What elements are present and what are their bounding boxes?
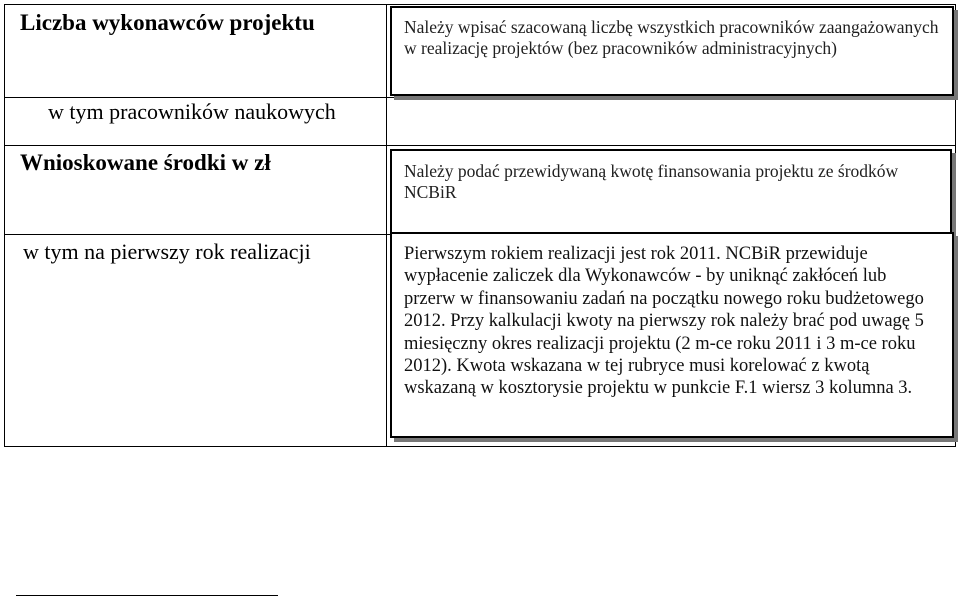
table-top-border — [4, 4, 956, 5]
row-divider-1 — [4, 97, 956, 98]
first-year-note: Pierwszym rokiem realizacji jest rok 2011. NCBiR przewiduje wypłacenie zaliczek dla Wykonawców - by uniknąć zakłóceń lub przerw w finansowaniu zadań na początku nowego roku budżetowego 2012. Przy kalkulacji kwoty na pierwszy rok należy brać pod uwagę 5 miesięczny okres realizacji projektu (2 m-ce roku 2011 i 3 m-ce roku 2012). Kwota wskazana w tej rubryce musi korelować z kwotą wskazaną w kosztorysie projektu w punkcie F.1 wiersz 3 kolumna 3. — [390, 232, 954, 438]
row-label-requested-funds: Wnioskowane środki w zł — [20, 150, 271, 175]
table-bottom-border — [4, 446, 956, 447]
row-divider-2 — [4, 145, 956, 146]
row-label-contractors-count: Liczba wykonawców projektu — [20, 10, 315, 35]
footnote-separator — [16, 595, 278, 596]
row-label-research-staff: w tym pracowników naukowych — [48, 99, 336, 124]
row-label-first-year: w tym na pierwszy rok realizacji — [23, 239, 311, 264]
employees-count-note: Należy wpisać szacowaną liczbę wszystkich pracowników zaangażowanych w realizację projektów (bez pracowników administracyjnych) — [390, 6, 954, 96]
table-right-border — [955, 4, 956, 447]
funding-amount-note: Należy podać przewidywaną kwotę finansowania projektu ze środków NCBiR — [390, 149, 952, 235]
column-divider — [386, 4, 387, 447]
table-left-border — [4, 4, 5, 447]
